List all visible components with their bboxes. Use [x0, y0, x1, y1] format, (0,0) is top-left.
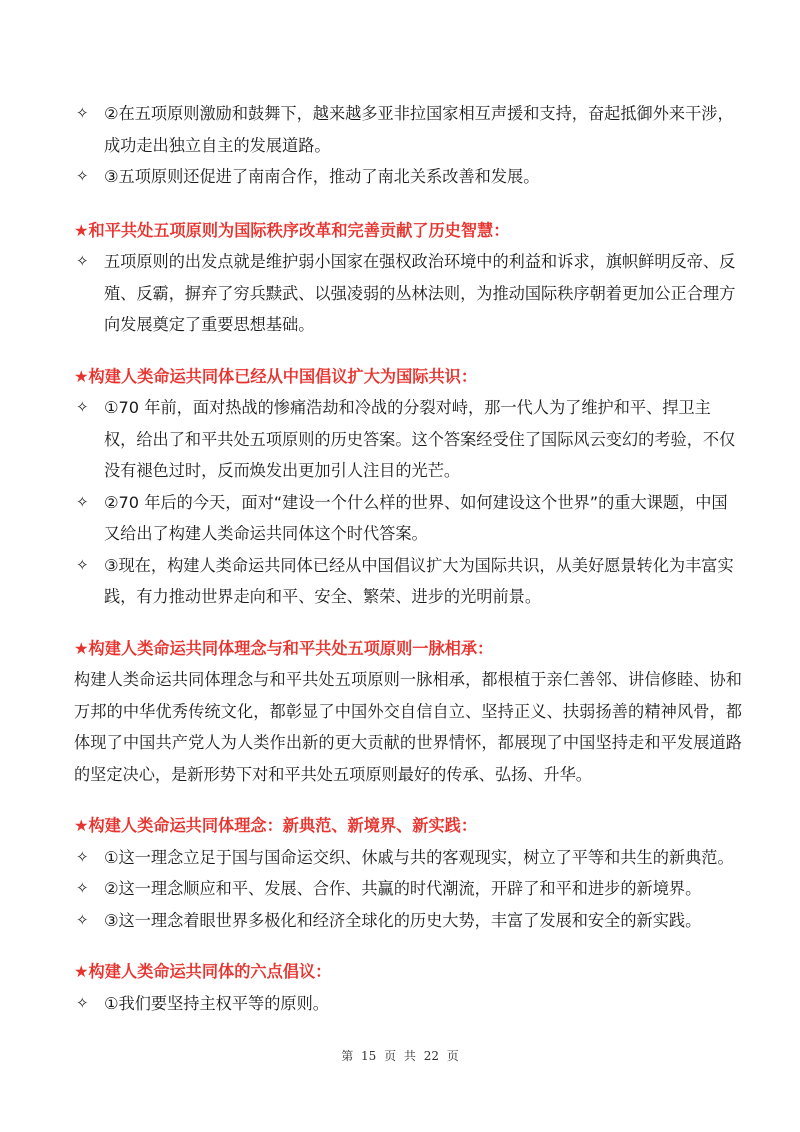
- list-item-text: ②在五项原则激励和鼓舞下，越来越多亚非拉国家相互声援和支持，奋起抵御外来干涉，成功走出独立自主的发展道路。: [104, 104, 734, 155]
- list-item: [74, 161, 742, 193]
- list-item-text: ③这一理念着眼世界多极化和经济全球化的历史大势，丰富了发展和安全的新实践。: [104, 910, 702, 930]
- list-item-text: ③现在，构建人类命运共同体已经从中国倡议扩大为国际共识，从美好愿景转化为丰富实践，有力推动世界走向和平、安全、繁荣、进步的光明前景。: [104, 555, 734, 606]
- bullet-icon: ✧: [76, 555, 89, 574]
- section-heading: ★构建人类命运共同体理念：新典范、新境界、新实践：: [74, 816, 478, 835]
- section-paragraph: 构建人类命运共同体理念与和平共处五项原则一脉相承，都根植于亲仁善邻、讲信修睦、协和万邦的中华优秀传统文化，都彰显了中国外交自信自立、坚持正义、扶弱扬善的精神风骨，都体现了中国共产党人为人类作出新的更大贡献的世界情怀，都展现了中国坚持走和平发展道路的坚定决心，是新形势下对和平共处五项原则最好的传承、弘扬、升华。: [74, 670, 742, 784]
- list-item: [74, 873, 742, 905]
- bullet-icon: ✧: [76, 398, 89, 416]
- list-item: [74, 392, 742, 487]
- bullet-icon: ✧: [76, 993, 89, 1012]
- bullet-icon: ✧: [76, 910, 89, 929]
- list-item-text: ①70 年前，面对热战的惨痛浩劫和冷战的分裂对峙，那一代人为了维护和平、捍卫主权，给出了和平共处五项原则的历史答案。这个答案经受住了国际风云变幻的考验，不仅没有褪色过时，反而焕发出更加引人注目的光芒。: [104, 398, 736, 480]
- list-item: [74, 98, 742, 161]
- list-item-text: ①我们要坚持主权平等的原则。: [104, 993, 329, 1013]
- list-item-text: ②70 年后的今天，面对“建设一个什么样的世界、如何建设这个世界”的重大课题，中国又给出了构建人类命运共同体这个时代答案。: [104, 492, 728, 543]
- section-heading: ★构建人类命运共同体理念与和平共处五项原则一脉相承：: [74, 638, 494, 658]
- bullet-icon: ✧: [76, 252, 89, 270]
- bullet-icon: ✧: [76, 104, 89, 122]
- document-body: [74, 98, 742, 1019]
- list-item-text: ③五项原则还促进了南南合作，推动了南北关系改善和发展。: [104, 167, 540, 186]
- list-item: [74, 550, 742, 613]
- bullet-icon: ✧: [76, 879, 89, 897]
- list-item-text: 五项原则的出发点就是维护弱小国家在强权政治环境中的利益和诉求，旗帜鲜明反帝、反殖、反霸，摒弃了穷兵黩武、以强凌弱的丛林法则，为推动国际秩序朝着更加公正合理方向发展奠定了重要思想基础。: [104, 252, 736, 334]
- list-item-text: ②这一理念顺应和平、发展、合作、共赢的时代潮流，开辟了和平和进步的新境界。: [104, 879, 702, 898]
- section-heading: ★构建人类命运共同体的六点倡议：: [74, 962, 332, 981]
- bullet-icon: ✧: [76, 492, 89, 511]
- list-item: [74, 842, 742, 874]
- list-item-text: ①这一理念立足于国与国命运交织、休戚与共的客观现实，树立了平等和共生的新典范。: [104, 847, 734, 867]
- list-item: [74, 487, 742, 550]
- bullet-icon: ✧: [76, 167, 89, 185]
- page-number-footer: 第 15 页 共 22 页: [341, 1049, 459, 1063]
- list-item: [74, 905, 742, 937]
- bullet-icon: ✧: [76, 847, 89, 866]
- section-heading: ★和平共处五项原则为国际秩序改革和完善贡献了历史智慧：: [74, 220, 510, 240]
- list-item: [74, 988, 742, 1020]
- intro-list: [74, 98, 742, 193]
- list-item: [74, 246, 742, 341]
- section-heading: ★构建人类命运共同体已经从中国倡议扩大为国际共识：: [74, 366, 478, 386]
